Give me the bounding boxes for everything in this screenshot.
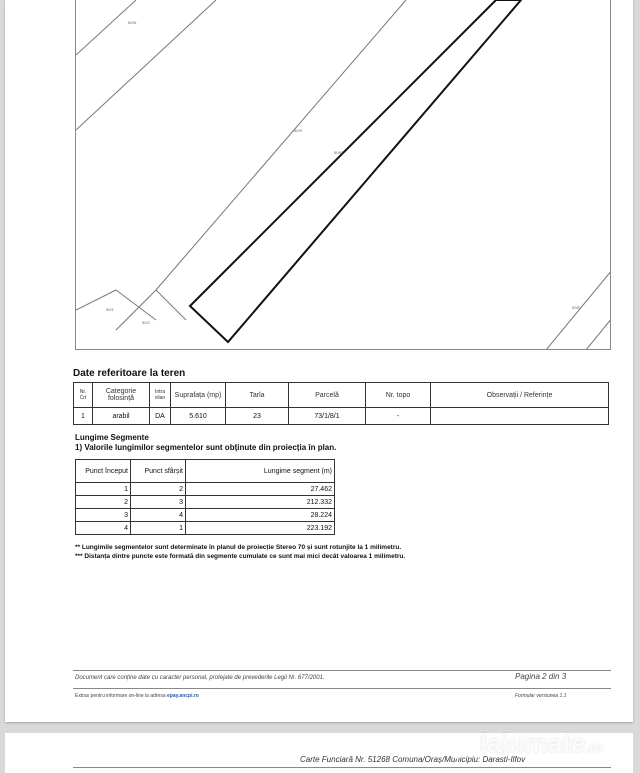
- table-row: [76, 522, 335, 535]
- footer-info: [75, 693, 199, 699]
- table-cell: 4: [76, 522, 131, 535]
- table-cell: 3: [131, 496, 186, 509]
- footer-info-prefix: Extras pentru informare on-line la adresa: [75, 693, 166, 699]
- parcel-plan-drawing: [76, 0, 611, 350]
- epay-link[interactable]: epay.ancpi.ro: [167, 693, 199, 699]
- column-header: Parcelă: [289, 383, 366, 408]
- table-cell: 1: [76, 483, 131, 496]
- table-row: [76, 483, 335, 496]
- teren-table: [73, 382, 609, 425]
- table-cell: 5.610: [171, 408, 226, 425]
- table-cell: 2: [76, 496, 131, 509]
- segments-note: ** Lungimile segmentelor sunt determinate în planul de proiecție Stereo 70 și sunt rotunjite la 1 milimetru.: [75, 544, 402, 551]
- form-version: Formular versiunea 1.1: [515, 693, 567, 699]
- column-header: Nr. topo: [366, 383, 431, 408]
- table-cell: 4: [131, 509, 186, 522]
- table-header-row: [74, 383, 609, 408]
- column-header: Punct început: [76, 460, 131, 483]
- column-header: Categorie folosință: [93, 383, 150, 408]
- teren-section-title: Date referitoare la teren: [73, 368, 186, 379]
- table-row: [76, 496, 335, 509]
- map-label: 50/E: [572, 305, 581, 310]
- column-header: Nr. Crt: [74, 383, 93, 408]
- column-header: Punct sfârșit: [131, 460, 186, 483]
- table-cell: 23: [226, 408, 289, 425]
- watermark-name: lajumate: [480, 728, 586, 758]
- site-watermark: [440, 722, 640, 768]
- table-cell: 223.192: [186, 522, 335, 535]
- column-header: Intra vilan: [150, 383, 171, 408]
- map-label: 50/S: [294, 128, 303, 133]
- table-cell: 2: [131, 483, 186, 496]
- segments-table: [75, 459, 335, 535]
- document-page: [5, 0, 633, 722]
- map-label: 50/N: [128, 20, 137, 25]
- table-row: [76, 509, 335, 522]
- segments-section-title: Lungime Segmente: [75, 433, 149, 442]
- column-header: Tarla: [226, 383, 289, 408]
- table-cell: 212.332: [186, 496, 335, 509]
- column-header: Observații / Referințe: [431, 383, 609, 408]
- footer-divider: [73, 670, 611, 671]
- footer-divider: [73, 688, 611, 689]
- segments-note: *** Distanța dintre puncte este formată din segmente cumulate ce sunt mai mici decât valoarea 1 milimetru.: [75, 553, 406, 560]
- table-cell: arabil: [93, 408, 150, 425]
- column-header: Suprafața (mp): [171, 383, 226, 408]
- page2-header: Carte Funciară Nr. 51268 Comuna/Oraș/Municipiu: Darasti-Ilfov: [300, 755, 526, 764]
- map-label: 50/M: [334, 150, 343, 155]
- table-cell: 28.224: [186, 509, 335, 522]
- table-cell: 3: [76, 509, 131, 522]
- table-cell: 27.462: [186, 483, 335, 496]
- map-label: 50/1: [106, 307, 114, 312]
- segments-subtitle: 1) Valorile lungimilor segmentelor sunt obținute din proiecția în plan.: [75, 443, 337, 452]
- page-number: Pagina 2 din 3: [515, 672, 567, 681]
- watermark-text: [480, 728, 603, 759]
- table-cell: DA: [150, 408, 171, 425]
- watermark-logo-icon: [440, 730, 474, 760]
- table-row: [74, 408, 609, 425]
- table-header-row: [76, 460, 335, 483]
- footer-disclaimer: Document care conține date cu caracter personal, protejate de prevederile Legii Nr. 677/2001.: [75, 675, 325, 681]
- map-label: 50/2: [142, 320, 150, 325]
- column-header: Lungime segment (m): [186, 460, 335, 483]
- watermark-tld: .ro: [585, 739, 604, 755]
- table-cell: 1: [131, 522, 186, 535]
- cadastral-map: [75, 0, 611, 350]
- table-cell: [431, 408, 609, 425]
- table-cell: 73/1/8/1: [289, 408, 366, 425]
- table-cell: 1: [74, 408, 93, 425]
- table-cell: -: [366, 408, 431, 425]
